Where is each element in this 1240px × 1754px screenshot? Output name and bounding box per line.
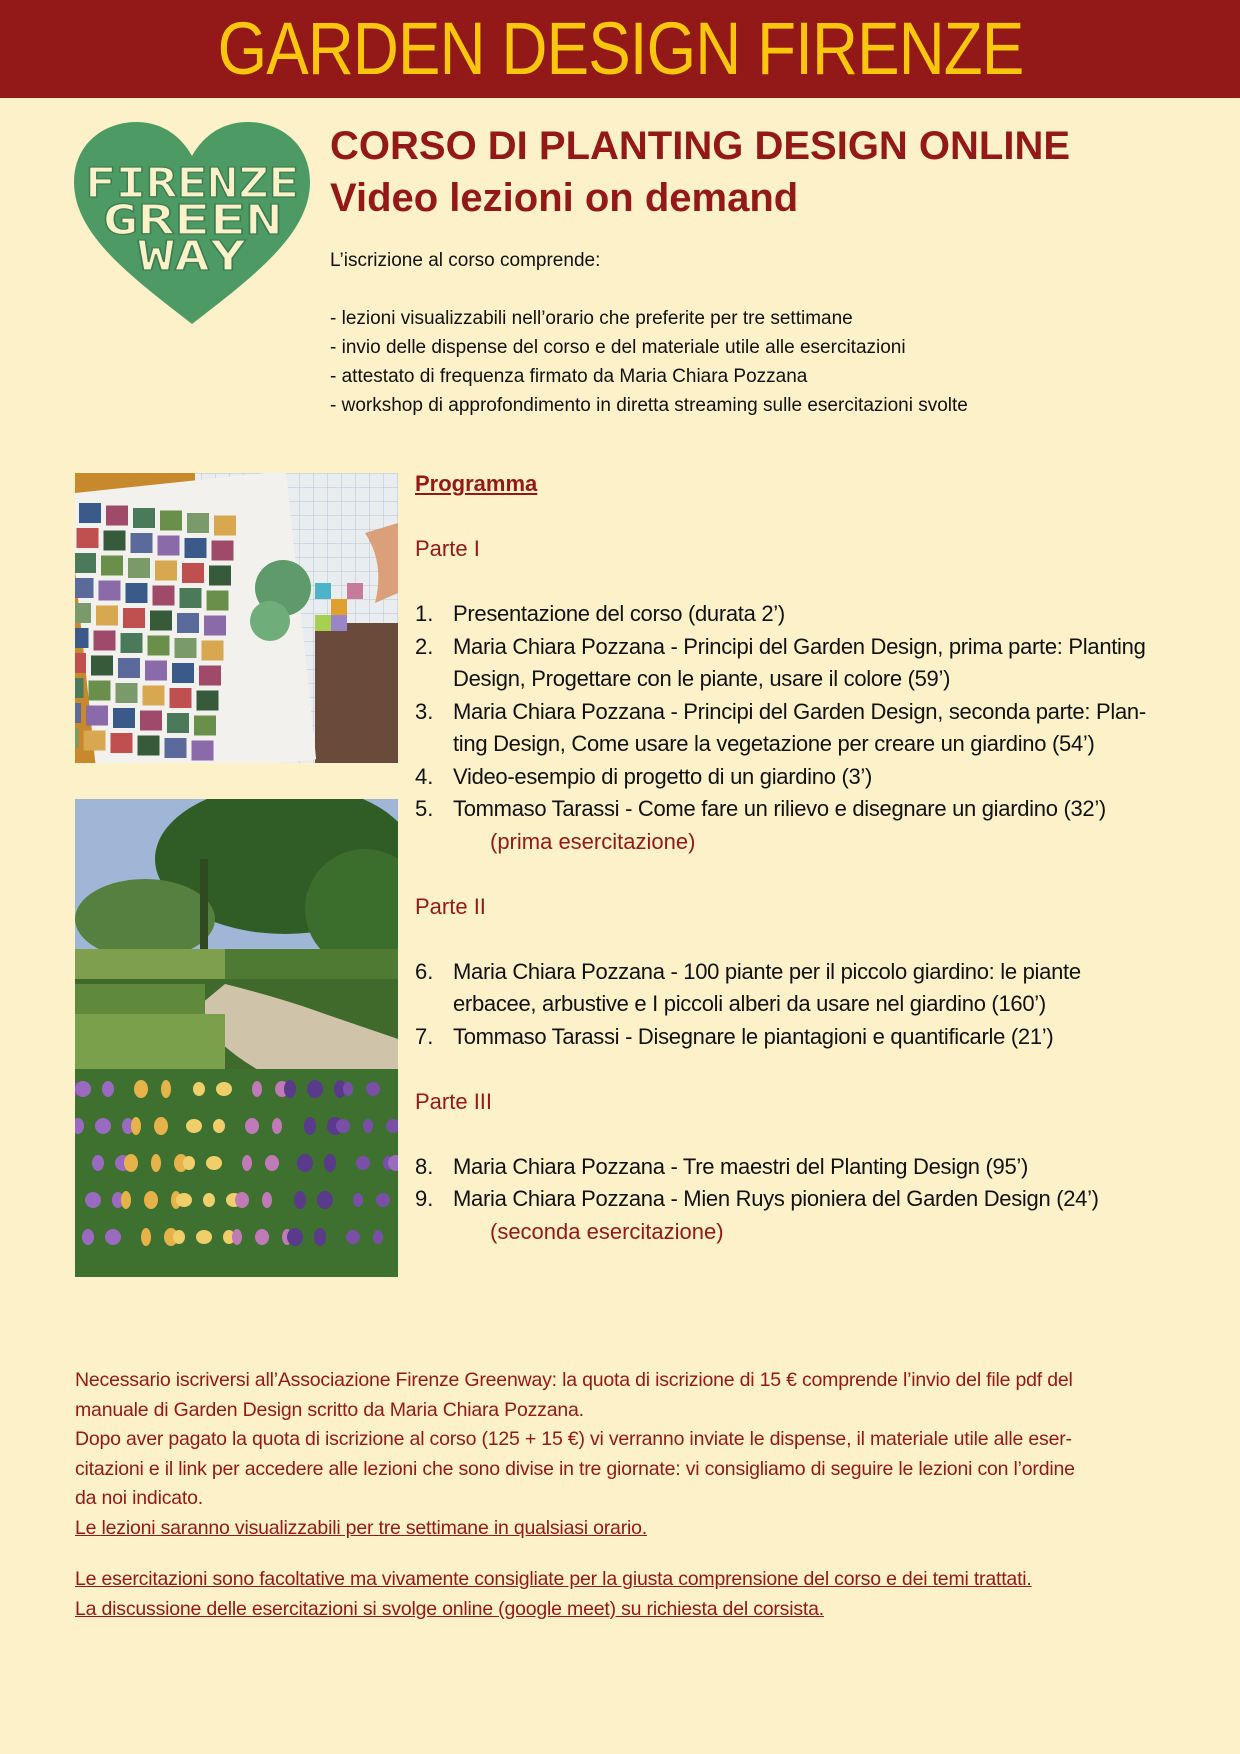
program-item — [415, 761, 1215, 794]
item-number: 5. — [415, 796, 434, 821]
item-text: Tommaso Tarassi - Disegnare le piantagioni e quantificarle (21’) — [453, 1023, 1054, 1049]
program-section — [415, 468, 1215, 1248]
program-item — [415, 598, 1215, 631]
program-item — [415, 1183, 1215, 1216]
exercise-note: (prima esercitazione) — [490, 828, 696, 854]
intro-item: - attestato di frequenza firmato da Maria Chiara Pozzana — [330, 366, 808, 387]
item-text: Maria Chiara Pozzana - Principi del Garden Design, prima parte: Planting — [453, 633, 1146, 659]
intro-lead: L’iscrizione al corso comprende: — [330, 250, 601, 271]
item-text: Maria Chiara Pozzana - 100 piante per il piccolo giardino: le piante — [453, 958, 1081, 984]
intro-item: - invio delle dispense del corso e del materiale utile alle esercitazioni — [330, 337, 906, 358]
program-item — [415, 1021, 1215, 1054]
item-number: 7. — [415, 1023, 434, 1049]
footer-notes — [75, 1366, 1175, 1624]
logo-word-1: FIRENZE — [85, 159, 299, 207]
course-heading — [330, 120, 1210, 224]
part-label: Parte II — [415, 893, 486, 919]
intro-item: - lezioni visualizzabili nell’orario che preferite per tre settimane — [330, 308, 853, 329]
part-label: Parte III — [415, 1088, 493, 1114]
iris-garden-photo — [75, 799, 398, 1277]
program-item — [415, 631, 1215, 696]
footer-underlined-note: Le esercitazioni sono facoltative ma vivamente consigliate per la giusta comprensione del corso e dei temi trattati. — [75, 1568, 1032, 1590]
item-number: 3. — [415, 698, 434, 724]
item-text: ting Design, Come usare la vegetazione per creare un giardino (54’) — [453, 731, 1095, 756]
item-text: Design, Progettare con le piante, usare il colore (59’) — [453, 666, 951, 691]
logo-word-3: WAY — [138, 232, 247, 280]
intro-section — [330, 246, 1210, 420]
item-number: 9. — [415, 1186, 434, 1211]
banner-title: GARDEN DESIGN FIRENZE — [217, 7, 1023, 90]
item-number: 2. — [415, 633, 434, 659]
footer-line: citazioni e il link per accedere alle lezioni che sono divise in tre giornate: vi consigliamo di seguire le lezioni con l’ordine — [75, 1457, 1075, 1480]
program-item — [415, 793, 1215, 826]
footer-underlined-note: Le lezioni saranno visualizzabili per tre settimane in qualsiasi orario. — [75, 1516, 647, 1539]
footer-line: manuale di Garden Design scritto da Maria Chiara Pozzana. — [75, 1398, 584, 1421]
item-number: 6. — [415, 958, 434, 984]
item-text: Maria Chiara Pozzana - Tre maestri del Planting Design (95’) — [453, 1153, 1029, 1179]
program-item — [415, 1151, 1215, 1184]
item-text: Video-esempio di progetto di un giardino (3’) — [453, 763, 873, 789]
footer-line: Dopo aver pagato la quota di iscrizione al corso (125 + 15 €) vi verranno inviate le dispense, il materiale utile alle eser- — [75, 1428, 1072, 1450]
program-item — [415, 956, 1215, 1021]
program-item — [415, 696, 1215, 761]
firenze-greenway-logo — [72, 122, 312, 326]
part-label: Parte I — [415, 536, 480, 561]
exercise-note: (seconda esercitazione) — [490, 1218, 724, 1244]
footer-line: da noi indicato. — [75, 1487, 203, 1509]
footer-line: Necessario iscriversi all’Associazione Firenze Greenway: la quota di iscrizione di 15 € comprende l’invio del file pdf del — [75, 1369, 1073, 1391]
item-text: erbacee, arbustive e I piccoli alberi da usare nel giardino (160’) — [453, 991, 1046, 1016]
header-banner — [0, 0, 1240, 98]
item-number: 8. — [415, 1153, 434, 1179]
item-text: Tommaso Tarassi - Come fare un rilievo e disegnare un giardino (32’) — [453, 796, 1106, 821]
intro-item: - workshop di approfondimento in diretta streaming sulle esercitazioni svolte — [330, 395, 968, 416]
course-title: CORSO DI PLANTING DESIGN ONLINE — [330, 124, 1071, 168]
program-title: Programma — [415, 471, 538, 496]
course-subtitle: Video lezioni on demand — [330, 176, 799, 220]
logo-word-2: GREEN — [102, 196, 282, 244]
item-number: 4. — [415, 763, 434, 789]
item-text: Maria Chiara Pozzana - Mien Ruys pioniera del Garden Design (24’) — [453, 1186, 1099, 1211]
planting-plan-photo — [75, 473, 398, 763]
item-text: Presentazione del corso (durata 2’) — [453, 601, 785, 626]
item-number: 1. — [415, 601, 434, 626]
footer-underlined-note: La discussione delle esercitazioni si svolge online (google meet) su richiesta del corsista. — [75, 1597, 824, 1620]
item-text: Maria Chiara Pozzana - Principi del Garden Design, seconda parte: Plan- — [453, 698, 1146, 724]
